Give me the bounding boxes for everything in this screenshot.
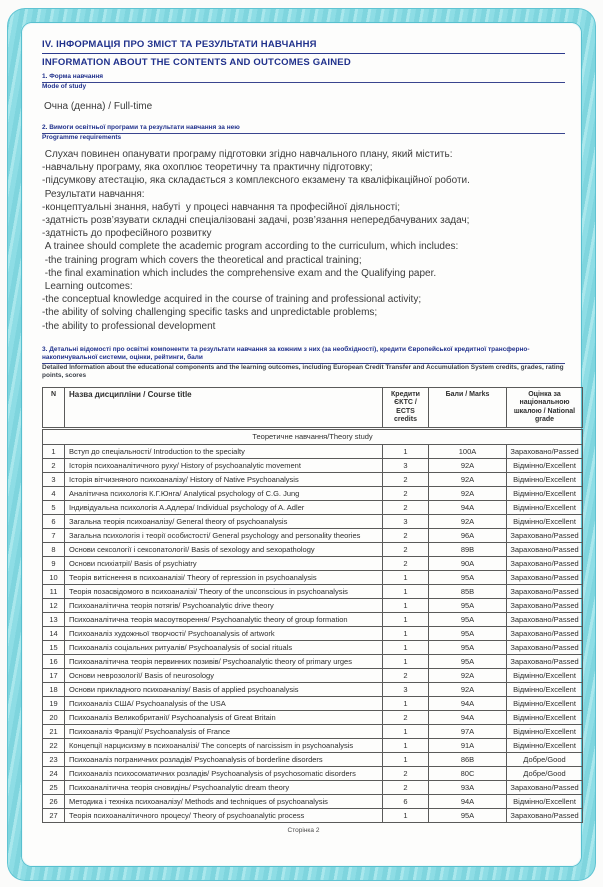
cell-marks: 95A <box>429 640 507 654</box>
cell-grade: Добре/Good <box>507 766 583 780</box>
cell-marks: 92A <box>429 472 507 486</box>
table-row <box>43 752 583 766</box>
cell-credits: 1 <box>383 696 429 710</box>
programme-line: -the conceptual knowledge acquired in the course of training and professional activity; <box>42 294 422 306</box>
cell-marks: 93A <box>429 780 507 794</box>
cell-grade: Зараховано/Passed <box>507 528 583 542</box>
programme-line: -здатність розв’язувати складні спеціалізовані задачі, розв’язання непередбачуваних задач; <box>42 215 470 227</box>
cell-grade: Відмінно/Excellent <box>507 668 583 682</box>
cell-marks: 89B <box>429 542 507 556</box>
cell-n: 5 <box>43 500 65 514</box>
cell-credits: 6 <box>383 794 429 808</box>
cell-title: Основи психіатрії/ Basis of psychiatry <box>65 556 383 570</box>
cell-title: Індивідуальна психологія А.Адлера/ Individual psychology of A. Adler <box>65 500 383 514</box>
table-row <box>43 640 583 654</box>
cell-title: Психоаналіз соціальних ритуалів/ Psychoanalysis of social rituals <box>65 640 383 654</box>
cell-marks: 94A <box>429 794 507 808</box>
cell-n: 10 <box>43 570 65 584</box>
programme-line: -навчальну програму, яка охоплює теоретичну та практичну підготовку; <box>42 162 373 174</box>
cell-n: 23 <box>43 752 65 766</box>
table-row <box>43 794 583 808</box>
security-border-pattern <box>7 8 596 881</box>
programme-line: Слухач повинен опанувати програму підготовки згідно навчального плану, який містить: <box>42 149 453 160</box>
cell-credits: 3 <box>383 514 429 528</box>
cell-marks: 94A <box>429 500 507 514</box>
table-row <box>43 598 583 612</box>
cell-n: 4 <box>43 486 65 500</box>
mode-of-study-label-ua: 1. Форма навчання <box>42 73 565 83</box>
cell-credits: 2 <box>383 500 429 514</box>
cell-credits: 2 <box>383 766 429 780</box>
cell-grade: Зараховано/Passed <box>507 626 583 640</box>
cell-credits: 1 <box>383 752 429 766</box>
cell-grade: Зараховано/Passed <box>507 808 583 822</box>
table-row <box>43 626 583 640</box>
cell-title: Аналітична психологія К.Г.Юнга/ Analytical psychology of C.G. Jung <box>65 486 383 500</box>
header-course-title: Назва дисципліни / Course title <box>65 387 383 428</box>
cell-n: 6 <box>43 514 65 528</box>
cell-grade: Відмінно/Excellent <box>507 710 583 724</box>
table-row <box>43 738 583 752</box>
cell-n: 16 <box>43 654 65 668</box>
cell-title: Загальна психологія і теорії особистості/ General psychology and personality theories <box>65 528 383 542</box>
cell-credits: 1 <box>383 640 429 654</box>
page-number: Сторінка 2 <box>287 826 320 834</box>
cell-title: Історія вітчизняного психоаналізу/ History of Native Psychoanalysis <box>65 472 383 486</box>
cell-grade: Відмінно/Excellent <box>507 500 583 514</box>
cell-n: 11 <box>43 584 65 598</box>
cell-marks: 91A <box>429 738 507 752</box>
cell-n: 25 <box>43 780 65 794</box>
table-row <box>43 528 583 542</box>
table-row <box>43 458 583 472</box>
cell-title: Психоаналіз Франції/ Psychoanalysis of France <box>65 724 383 738</box>
cell-n: 8 <box>43 542 65 556</box>
cell-n: 1 <box>43 444 65 458</box>
table-row <box>43 472 583 486</box>
cell-n: 17 <box>43 668 65 682</box>
table-row <box>43 570 583 584</box>
cell-credits: 1 <box>383 626 429 640</box>
cell-credits: 1 <box>383 598 429 612</box>
table-row <box>43 780 583 794</box>
cell-grade: Відмінно/Excellent <box>507 472 583 486</box>
cell-title: Історія психоаналітичного руху/ History of psychoanalytic movement <box>65 458 383 472</box>
cell-title: Теорія позасвідомого в психоаналізі/ Theory of the unconscious in psychoanalysis <box>65 584 383 598</box>
cell-marks: 95A <box>429 598 507 612</box>
cell-n: 13 <box>43 612 65 626</box>
cell-title: Психоаналіз пограничних розладів/ Psychoanalysis of borderline disorders <box>65 752 383 766</box>
cell-marks: 80C <box>429 766 507 780</box>
cell-credits: 1 <box>383 444 429 458</box>
programme-line: -the ability to professional development <box>42 320 216 332</box>
table-row <box>43 612 583 626</box>
cell-title: Психоаналітична теорія потягів/ Psychoanalytic drive theory <box>65 598 383 612</box>
cell-grade: Зараховано/Passed <box>507 598 583 612</box>
cell-credits: 1 <box>383 612 429 626</box>
cell-marks: 95A <box>429 808 507 822</box>
cell-n: 27 <box>43 808 65 822</box>
cell-credits: 1 <box>383 654 429 668</box>
programme-requirements-label-en: Programme requirements <box>42 134 122 141</box>
section-title-ua: IV. ІНФОРМАЦІЯ ПРО ЗМІСТ ТА РЕЗУЛЬТАТИ НАВЧАННЯ <box>42 39 565 54</box>
cell-grade: Відмінно/Excellent <box>507 794 583 808</box>
course-table-body <box>43 428 583 822</box>
table-row <box>43 724 583 738</box>
table-row <box>43 696 583 710</box>
cell-title: Основи неврозології/ Basis of neurosology <box>65 668 383 682</box>
cell-n: 19 <box>43 696 65 710</box>
programme-line: Learning outcomes: <box>42 281 133 293</box>
table-row <box>43 514 583 528</box>
table-section-row <box>43 428 583 444</box>
header-credits: Кредити ЄКТС / ECTS credits <box>383 387 429 428</box>
course-table <box>42 387 583 823</box>
cell-n: 18 <box>43 682 65 696</box>
cell-marks: 90A <box>429 556 507 570</box>
table-row <box>43 808 583 822</box>
table-row <box>43 542 583 556</box>
cell-marks: 92A <box>429 514 507 528</box>
cell-title: Теорія психоаналітичного процесу/ Theory of psychoanalytic process <box>65 808 383 822</box>
cell-n: 3 <box>43 472 65 486</box>
cell-title: Психоаналіз художньої творчості/ Psychoanalysis of artwork <box>65 626 383 640</box>
cell-grade: Зараховано/Passed <box>507 444 583 458</box>
cell-marks: 92A <box>429 486 507 500</box>
programme-line: -підсумкову атестацію, яка складається з комплексного екзамену та кваліфікаційної роботи. <box>42 175 470 187</box>
cell-marks: 92A <box>429 668 507 682</box>
cell-title: Методика і техніка психоаналізу/ Methods and techniques of psychoanalysis <box>65 794 383 808</box>
cell-n: 21 <box>43 724 65 738</box>
cell-grade: Зараховано/Passed <box>507 570 583 584</box>
cell-grade: Відмінно/Excellent <box>507 682 583 696</box>
cell-credits: 2 <box>383 556 429 570</box>
cell-n: 9 <box>43 556 65 570</box>
programme-line: A trainee should complete the academic program according to the curriculum, which includes: <box>42 241 459 253</box>
page-content <box>42 39 579 862</box>
programme-line: -the final examination which includes the comprehensive exam and the Qualifying paper. <box>42 267 437 279</box>
cell-credits: 1 <box>383 738 429 752</box>
table-row <box>43 710 583 724</box>
programme-text <box>42 148 565 333</box>
page-inner <box>22 23 581 866</box>
cell-n: 26 <box>43 794 65 808</box>
cell-marks: 95A <box>429 626 507 640</box>
cell-title: Психоаналіз психосоматичних розладів/ Psychoanalysis of psychosomatic disorders <box>65 766 383 780</box>
cell-title: Основи сексології і сексопатології/ Basis of sexology and sexopathology <box>65 542 383 556</box>
cell-grade: Зараховано/Passed <box>507 584 583 598</box>
cell-credits: 2 <box>383 780 429 794</box>
cell-marks: 92A <box>429 682 507 696</box>
table-section-title: Теоретичне навчання/Theory study <box>43 428 583 444</box>
cell-credits: 1 <box>383 808 429 822</box>
cell-grade: Зараховано/Passed <box>507 654 583 668</box>
programme-line: -концептуальні знання, набуті у процесі навчання та професійної діяльності; <box>42 201 401 213</box>
cell-grade: Відмінно/Excellent <box>507 514 583 528</box>
cell-grade: Добре/Good <box>507 752 583 766</box>
table-row <box>43 556 583 570</box>
table-row <box>43 500 583 514</box>
cell-n: 2 <box>43 458 65 472</box>
cell-title: Психоаналітична теорія первинних позивів/ Psychoanalytic theory of primary urges <box>65 654 383 668</box>
cell-marks: 95A <box>429 612 507 626</box>
cell-grade: Відмінно/Excellent <box>507 696 583 710</box>
cell-grade: Відмінно/Excellent <box>507 738 583 752</box>
header-grade: Оцінка за національною шкалою / National grade <box>507 387 583 428</box>
cell-title: Психоаналіз США/ Psychoanalysis of the USA <box>65 696 383 710</box>
cell-credits: 2 <box>383 710 429 724</box>
cell-credits: 2 <box>383 528 429 542</box>
cell-grade: Зараховано/Passed <box>507 640 583 654</box>
table-row <box>43 486 583 500</box>
cell-title: Основи прикладного психоаналізу/ Basis of applied psychoanalysis <box>65 682 383 696</box>
cell-marks: 94A <box>429 696 507 710</box>
table-row <box>43 444 583 458</box>
cell-marks: 92A <box>429 458 507 472</box>
cell-n: 12 <box>43 598 65 612</box>
programme-requirements-label-ua: 2. Вимоги освітньої програми та результати навчання за нею <box>42 124 565 134</box>
cell-grade: Відмінно/Excellent <box>507 458 583 472</box>
cell-grade: Зараховано/Passed <box>507 556 583 570</box>
cell-n: 14 <box>43 626 65 640</box>
cell-credits: 2 <box>383 542 429 556</box>
programme-line: -the ability of solving challenging specific tasks and unpredictable problems; <box>42 307 378 319</box>
cell-grade: Зараховано/Passed <box>507 612 583 626</box>
header-marks: Бали / Marks <box>429 387 507 428</box>
cell-credits: 2 <box>383 472 429 486</box>
table-row <box>43 584 583 598</box>
cell-marks: 86B <box>429 752 507 766</box>
detailed-info-label-en: Detailed Information about the educational components and the learning outcomes, including European Credit Transfer and Accumulation System credits, grades, rating points, scores <box>42 363 564 379</box>
table-row <box>43 682 583 696</box>
cell-title: Психоаналітична теорія масоутворення/ Psychoanalytic theory of group formation <box>65 612 383 626</box>
cell-grade: Зараховано/Passed <box>507 780 583 794</box>
header-n: N <box>43 387 65 428</box>
cell-n: 15 <box>43 640 65 654</box>
cell-credits: 1 <box>383 724 429 738</box>
detailed-info-label-ua: 3. Детальні відомості про освітні компоненти та результати навчання за кожним з них (за необхідності), кредити Європейської кредитної трансферно-накопичувальної системи, оцінки, рейтинги, бали <box>42 346 565 364</box>
programme-line: Результати навчання: <box>42 188 145 200</box>
cell-marks: 97A <box>429 724 507 738</box>
cell-title: Вступ до спеціальності/ Introduction to the specialty <box>65 444 383 458</box>
cell-title: Теорія витіснення в психоаналізі/ Theory of repression in psychoanalysis <box>65 570 383 584</box>
table-row <box>43 654 583 668</box>
cell-marks: 100A <box>429 444 507 458</box>
cell-credits: 2 <box>383 486 429 500</box>
cell-marks: 94A <box>429 710 507 724</box>
mode-of-study-label-en: Mode of study <box>42 83 87 90</box>
mode-of-study-value: Очна (денна) / Full-time <box>44 101 153 112</box>
cell-credits: 1 <box>383 584 429 598</box>
cell-marks: 85B <box>429 584 507 598</box>
cell-grade: Відмінно/Excellent <box>507 724 583 738</box>
cell-grade: Зараховано/Passed <box>507 542 583 556</box>
cell-title: Психоаналітична теорія сновидінь/ Psychoanalytic dream theory <box>65 780 383 794</box>
table-row <box>43 766 583 780</box>
cell-title: Концепції нарцисизму в психоаналізі/ The concepts of narcissism in psychoanalysis <box>65 738 383 752</box>
cell-n: 22 <box>43 738 65 752</box>
programme-line: -здатність до професійного розвитку <box>42 228 212 240</box>
section-title-en: INFORMATION ABOUT THE CONTENTS AND OUTCOMES GAINED <box>42 57 351 68</box>
cell-marks: 95A <box>429 654 507 668</box>
table-row <box>43 668 583 682</box>
cell-grade: Відмінно/Excellent <box>507 486 583 500</box>
cell-n: 24 <box>43 766 65 780</box>
cell-n: 20 <box>43 710 65 724</box>
cell-credits: 3 <box>383 458 429 472</box>
cell-title: Загальна теорія психоаналізу/ General theory of psychoanalysis <box>65 514 383 528</box>
cell-credits: 2 <box>383 668 429 682</box>
programme-line: -the training program which covers the theoretical and practical training; <box>42 254 362 266</box>
cell-marks: 96A <box>429 528 507 542</box>
cell-n: 7 <box>43 528 65 542</box>
cell-credits: 1 <box>383 570 429 584</box>
cell-title: Психоаналіз Великобританії/ Psychoanalysis of Great Britain <box>65 710 383 724</box>
cell-credits: 3 <box>383 682 429 696</box>
table-header-row <box>43 387 583 428</box>
cell-marks: 95A <box>429 570 507 584</box>
